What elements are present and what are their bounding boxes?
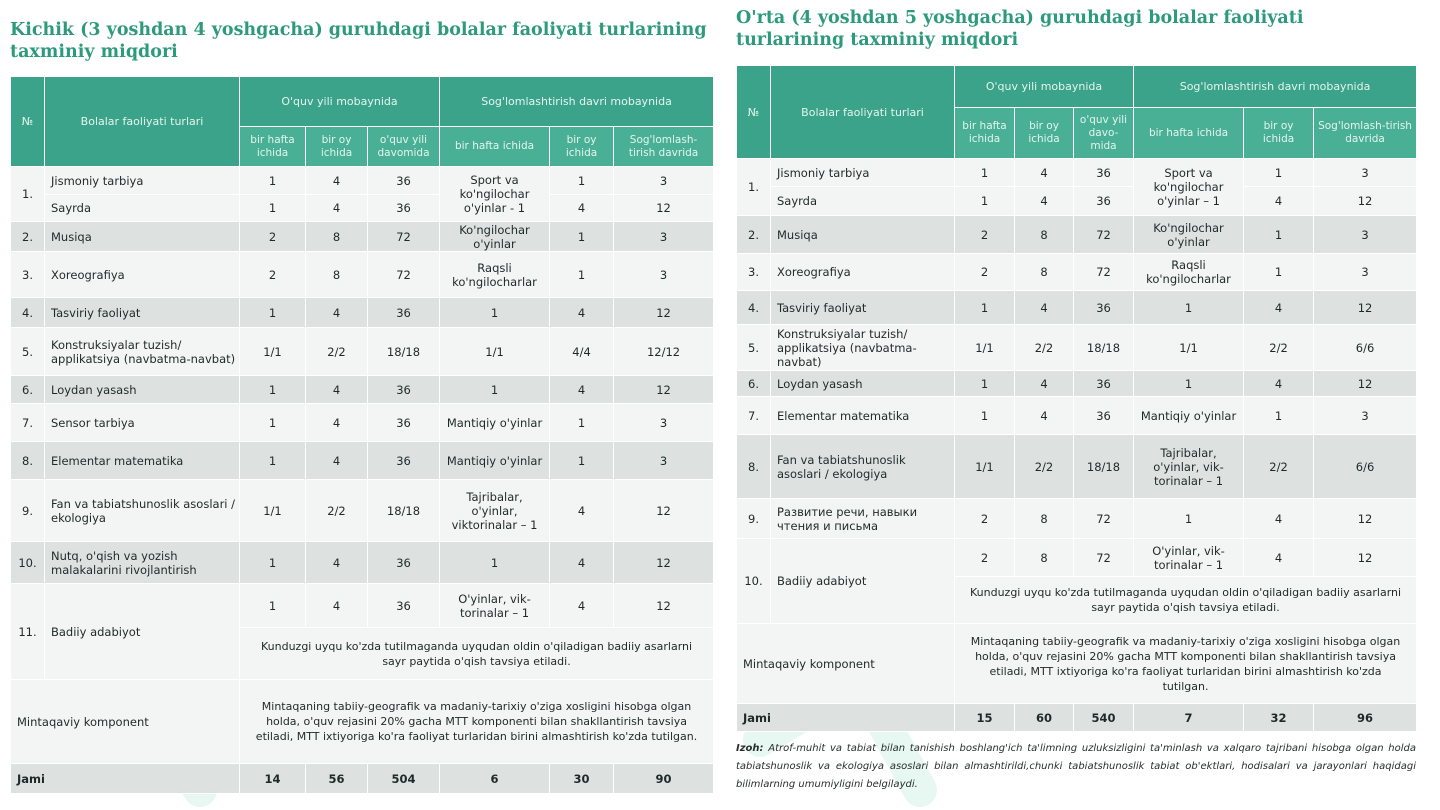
col-month: bir oy ichida [306,127,368,167]
mintaqaviy-label: Mintaqaviy komponent [11,680,240,764]
col-num: № [737,66,771,159]
table-row: 5. Konstruksiyalar tuzish/ applikatsiya (navbatma-navbat) 1/1 2/2 18/18 1/1 2/2 6/6 [737,325,1417,371]
table-row: Sayrda 1 4 36 4 12 [737,187,1417,216]
group-oquv-yili: O'quv yili mobaynida [240,77,440,127]
table-row: 2. Musiqa 2 8 72 Ko'ngilochar o'yinlar 1 3 [11,222,714,252]
table-row: 8. Elementar matematika 1 4 36 Mantiqiy o'yinlar 1 3 [11,442,714,480]
group-oquv-yili: O'quv yili mobaynida [955,66,1134,108]
col-activity: Bolalar faoliyati turlari [45,77,240,167]
table-row: 1. Jismoniy tarbiya 1 4 36 Sport va ko'ngilochar o'yinlar - 1 1 3 [11,167,714,195]
col-week-2: bir hafta ichida [1134,108,1244,159]
table-row: 10. Badiiy adabiyot 2 8 72 O'yinlar, vik-torinalar – 1 4 12 [737,539,1417,577]
mintaqaviy-note: Mintaqaning tabiiy-geografik va madaniy-tarixiy o'ziga xosligini hisobga olgan holda, o'quv rejasini 20% gacha MTT komponenti bilan shakllantirish tavsiya etiladi, MTT ixtiyoriga ko'ra faoliyat turlaridan birini almashtirish ko'zda tutilgan. [240,680,714,764]
table-row: 1. Jismoniy tarbiya 1 4 36 Sport va ko'ngilochar o'yinlar – 1 1 3 [737,159,1417,187]
col-year: o'quv yili davo-mida [1074,108,1134,159]
table-row: 11. Badiiy adabiyot 1 4 36 O'yinlar, vik-torinalar – 1 4 12 [11,584,714,628]
table-row: Sayrda 1 4 36 4 12 [11,195,714,222]
table-row: 9. Fan va tabiatshunoslik asoslari / ekologiya 1/1 2/2 18/18 Tajribalar, o'yinlar, viktorinalar – 1 4 12 [11,480,714,542]
right-title: O'rta (4 yoshdan 5 yoshgacha) guruhdagi bolalar faoliyati turlarining taxminiy miqdori [736,8,1304,50]
mintaqaviy-note: Mintaqaning tabiiy-geografik va madaniy-tarixiy o'ziga xosligini hisobga olgan holda, o'quv rejasini 20% gacha MTT komponenti bilan shakllantirish tavsiya etiladi, MTT ixtiyoriga ko'ra faoliyat turlaridan birini almashtirish ko'zda tutilgan. [955,624,1417,704]
left-panel [10,0,713,794]
table-row: 7. Elementar matematika 1 4 36 Mantiqiy o'yinlar 1 3 [737,397,1417,435]
col-num: № [11,77,45,167]
col-month-2: bir oy ichida [550,127,614,167]
table-row: 6. Loydan yasash 1 4 36 1 4 12 [11,376,714,404]
table-row: 4. Tasviriy faoliyat 1 4 36 1 4 12 [11,298,714,328]
right-table [736,65,1417,732]
col-period: Sog'lomlash-tirish davrida [1314,108,1417,159]
left-title: Kichik (3 yoshdan 4 yoshgacha) guruhdagi bolalar faoliyati turlarining taxminiy miqdori [10,20,707,62]
table-row [737,624,1417,704]
col-month: bir oy ichida [1015,108,1074,159]
table-row: 10. Nutq, o'qish va yozish malakalarini rivojlantirish 1 4 36 1 4 12 [11,542,714,584]
col-period: Sog'lomlash-tirish davrida [614,127,714,167]
izoh-text: Atrof-muhit va tabiat bilan tanishish boshlang'ich ta'limning uzluksizligini ta'minlash va xalqaro tajribani hisobga olgan holda tabiatshunoslik va ekologiya asoslari bilan almashtirildi,chunki tabiatshunoslik tabiat ob'ektlari, hodisalari va jarayonlari haqidagi bilimlarning umumiyligini belgilaydi. [736,743,1416,790]
table-row: 7. Sensor tarbiya 1 4 36 Mantiqiy o'yinlar 1 3 [11,404,714,442]
col-week: bir hafta ichida [240,127,306,167]
col-month-2: bir oy ichida [1244,108,1314,159]
group-soglomlashtirish: Sog'lomlashtirish davri mobaynida [1134,66,1417,108]
table-row: 3. Xoreografiya 2 8 72 Raqsli ko'ngilocharlar 1 3 [11,252,714,298]
table-row: 6. Loydan yasash 1 4 36 1 4 12 [737,371,1417,397]
group-soglomlashtirish: Sog'lomlashtirish davri mobaynida [440,77,714,127]
col-year: o'quv yili davomida [368,127,440,167]
col-week-2: bir hafta ichida [440,127,550,167]
table-row: 8. Fan va tabiatshunoslik asoslari / ekologiya 1/1 2/2 18/18 Tajribalar, o'yinlar, vik-torinalar – 1 2/2 6/6 [737,435,1417,499]
izoh-label: Izoh: [736,743,764,754]
mintaqaviy-label: Mintaqaviy komponent [737,624,955,704]
izoh-note [736,740,1416,794]
right-panel [736,0,1416,794]
table-row [11,680,714,764]
left-table [10,76,714,794]
badiiy-note: Kunduzgi uyqu ko'zda tutilmaganda uyqudan oldin o'qiladigan badiiy asarlarni sayr paytida o'qish tavsiya etiladi. [240,628,714,680]
table-row: 5. Konstruksiyalar tuzish/ applikatsiya (navbatma-navbat) 1/1 2/2 18/18 1/1 4/4 12/12 [11,328,714,376]
table-row: 2. Musiqa 2 8 72 Ko'ngilochar o'yinlar 1 3 [737,216,1417,254]
table-row: 4. Tasviriy faoliyat 1 4 36 1 4 12 [737,291,1417,325]
total-row: Jami 15 60 540 7 32 96 [737,704,1417,732]
table-row: 9. Развитие речи, навыки чтения и письма 2 8 72 1 4 12 [737,499,1417,539]
total-row: Jami 14 56 504 6 30 90 [11,764,714,794]
col-week: bir hafta ichida [955,108,1015,159]
col-activity: Bolalar faoliyati turlari [771,66,955,159]
badiiy-note: Kunduzgi uyqu ko'zda tutilmaganda uyqudan oldin o'qiladigan badiiy asarlarni sayr paytida o'qish tavsiya etiladi. [955,577,1417,624]
table-row: 3. Xoreografiya 2 8 72 Raqsli ko'ngilocharlar 1 3 [737,254,1417,291]
